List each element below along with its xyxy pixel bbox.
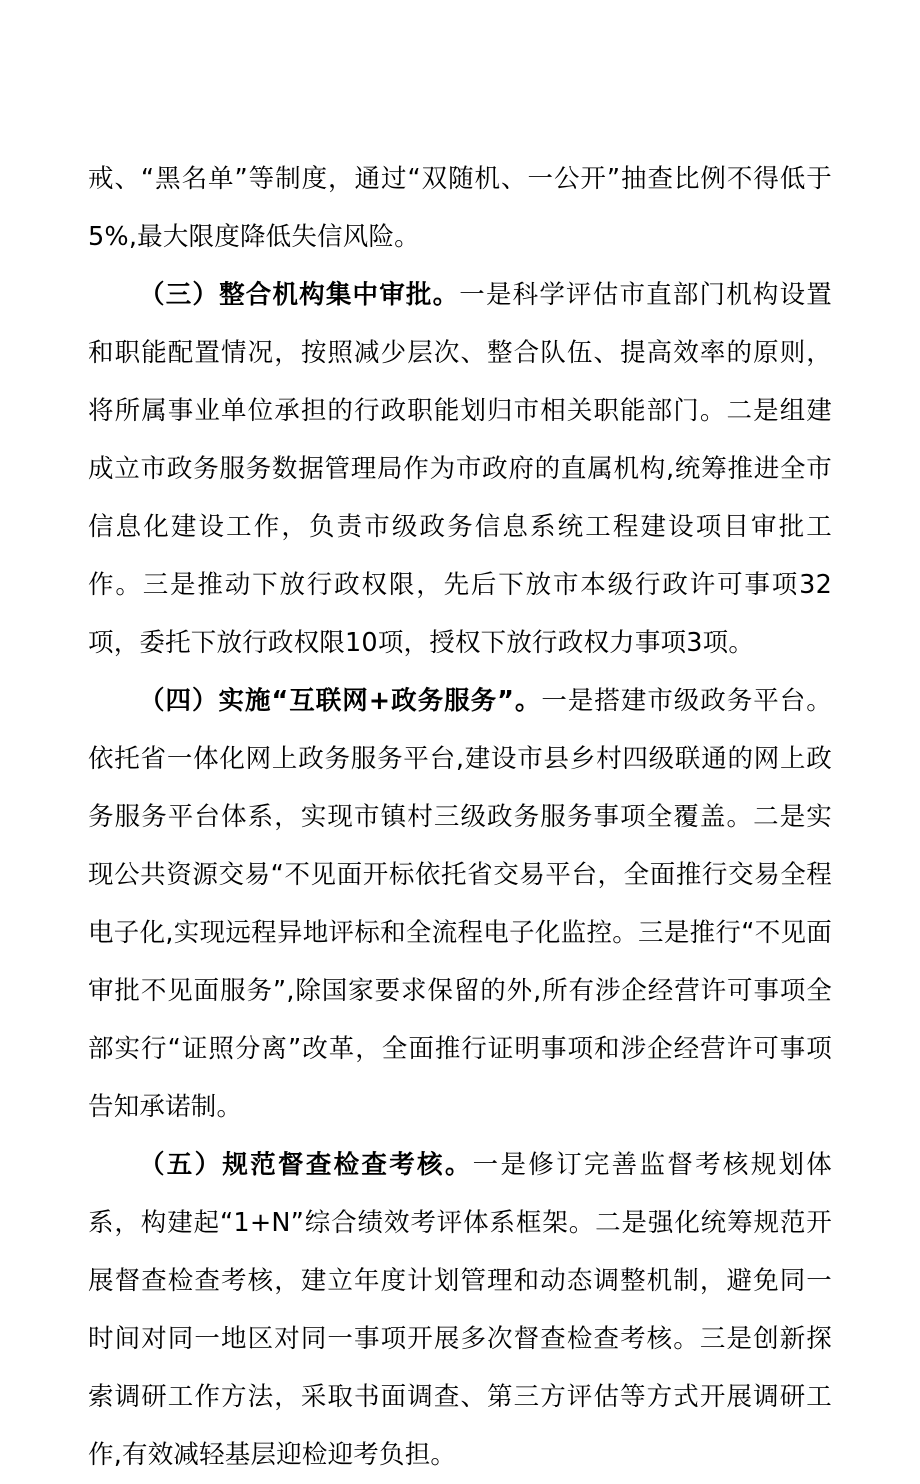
paragraph-section-three bbox=[88, 266, 832, 672]
section-heading-three: （三）整合机构集中审批。 bbox=[139, 280, 460, 310]
paragraph-text: 一是搭建市级政务平台。依托省一体化网上政务服务平台,建设市县乡村四级联通的网上政务服务平台体系，实现市镇村三级政务服务事项全覆盖。二是实现公共资源交易“不见面开标依托省交易平台，全面推行交易全程电子化,实现远程异地评标和全流程电子化监控。三是推行“不见面审批不见面服务”,除国家要求保留的外,所有涉企经营许可事项全部实行“证照分离”改革，全面推行证明事项和涉企经营许可事项告知承诺制。 bbox=[88, 686, 832, 1122]
paragraph-continued bbox=[88, 150, 832, 266]
section-heading-five: （五）规范督查检查考核。 bbox=[139, 1150, 473, 1180]
paragraph-text: 一是科学评估市直部门机构设置和职能配置情况，按照减少层次、整合队伍、提高效率的原则，将所属事业单位承担的行政职能划归市相关职能部门。二是组建成立市政务服务数据管理局作为市政府的直属机构,统筹推进全市信息化建设工作，负责市级政务信息系统工程建设项目审批工作。三是推动下放行政权限，先后下放市本级行政许可事项32项，委托下放行政权限10项，授权下放行政权力事项3项。 bbox=[88, 280, 832, 658]
paragraph-section-five bbox=[88, 1136, 832, 1484]
section-heading-four: （四）实施“互联网+政务服务”。 bbox=[139, 686, 542, 716]
document-body bbox=[88, 150, 832, 1484]
paragraph-text: 戒、“黑名单”等制度，通过“双随机、一公开”抽查比例不得低于5%,最大限度降低失信风险。 bbox=[88, 164, 832, 252]
paragraph-section-four bbox=[88, 672, 832, 1136]
paragraph-text: 一是修订完善监督考核规划体系，构建起“1+N”综合绩效考评体系框架。二是强化统筹规范开展督查检查考核，建立年度计划管理和动态调整机制，避免同一时间对同一地区对同一事项开展多次督查检查考核。三是创新探索调研工作方法，采取书面调查、第三方评估等方式开展调研工作,有效减轻基层迎检迎考负担。 bbox=[88, 1150, 832, 1470]
